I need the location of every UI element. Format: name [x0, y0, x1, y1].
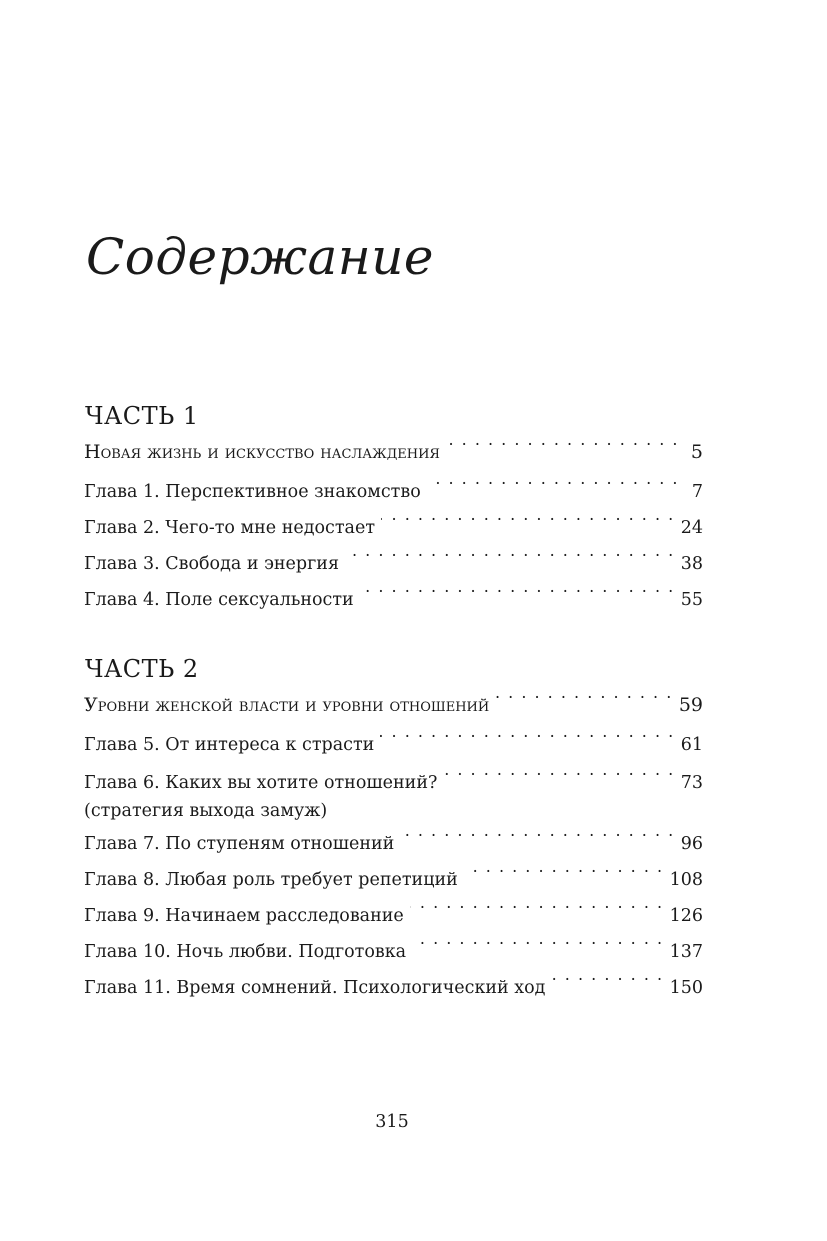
- part-1-heading: ЧАСТЬ 1: [85, 402, 199, 430]
- toc-chapter-label: Глава 5. От интереса к страсти: [84, 735, 375, 755]
- toc-chapter-label: Глава 2. Чего-то мне недостает: [84, 518, 376, 538]
- page-title: Содержание: [86, 228, 435, 286]
- dot-leader: [446, 439, 679, 458]
- toc-chapter-label-line-1: Глава 6. Каких вы хотите отношений?: [84, 773, 438, 793]
- toc-part-1-title[interactable]: [84, 434, 703, 470]
- toc-chapter-label: Глава 4. Поле сексуальности: [84, 590, 354, 610]
- dot-leader: [410, 904, 664, 922]
- toc-chapter-page: 108: [669, 870, 703, 890]
- toc-chapter-8[interactable]: [84, 862, 703, 898]
- dot-leader: [551, 976, 663, 994]
- toc-chapter-label: Глава 10. Ночь любви. Подготовка: [84, 942, 407, 962]
- dot-leader: [443, 771, 674, 789]
- toc-chapter-label: Глава 3. Свобода и энергия: [84, 554, 339, 574]
- toc-chapter-page: 137: [669, 942, 703, 962]
- toc-chapter-1[interactable]: [84, 474, 703, 510]
- dot-leader: [412, 940, 664, 958]
- part-2-heading: ЧАСТЬ 2: [85, 655, 199, 683]
- toc-chapter-page: 7: [691, 482, 703, 502]
- dot-leader: [380, 733, 674, 751]
- toc-part-2-title-label: Уровни женской власти и уровни отношений: [84, 694, 490, 716]
- dot-leader: [495, 692, 673, 711]
- toc-chapter-page: 150: [669, 978, 703, 998]
- toc-chapter-label-line-2: (стратегия выхода замуж): [84, 801, 328, 821]
- toc-part-2-title-page: 59: [678, 694, 703, 716]
- toc-part-2-title[interactable]: [84, 687, 703, 723]
- toc-chapter-label: [84, 769, 437, 825]
- toc-chapter-page: 126: [669, 906, 703, 926]
- toc-chapter-page: 96: [680, 834, 703, 854]
- toc-chapter-page: 73: [680, 773, 703, 793]
- dot-leader: [400, 832, 674, 850]
- toc-chapter-label: Глава 9. Начинаем расследование: [84, 906, 404, 926]
- toc-chapter-label: Глава 1. Перспективное знакомство: [84, 482, 421, 502]
- toc-chapter-3[interactable]: [84, 546, 703, 582]
- toc-part-1-title-page: 5: [690, 441, 703, 463]
- toc-chapter-page: 55: [680, 590, 703, 610]
- toc-chapter-page: 38: [680, 554, 703, 574]
- dot-leader: [345, 552, 675, 570]
- toc-chapter-10[interactable]: [84, 934, 703, 970]
- toc-chapter-11[interactable]: [84, 970, 703, 1006]
- dot-leader: [360, 588, 675, 606]
- dot-leader: [381, 516, 675, 534]
- toc-part-1-title-label: Новая жизнь и искусство наслаждения: [84, 441, 440, 463]
- dot-leader: [427, 480, 679, 498]
- toc-chapter-9[interactable]: [84, 898, 703, 934]
- toc-chapter-5[interactable]: [84, 727, 703, 763]
- toc-chapter-label: Глава 11. Время сомнений. Психологический ход: [84, 978, 546, 998]
- toc-chapter-4[interactable]: [84, 582, 703, 618]
- toc-chapter-page: 61: [680, 735, 703, 755]
- toc-chapter-2[interactable]: [84, 510, 703, 546]
- dot-leader: [464, 868, 664, 886]
- toc-chapter-label: Глава 8. Любая роль требует репетиций: [84, 870, 458, 890]
- toc-chapter-label: Глава 7. По ступеням отношений: [84, 834, 395, 854]
- toc-chapter-7[interactable]: [84, 826, 703, 862]
- toc-chapter-6[interactable]: [84, 765, 703, 829]
- toc-chapter-page: 24: [680, 518, 703, 538]
- page-number: 315: [375, 1112, 409, 1132]
